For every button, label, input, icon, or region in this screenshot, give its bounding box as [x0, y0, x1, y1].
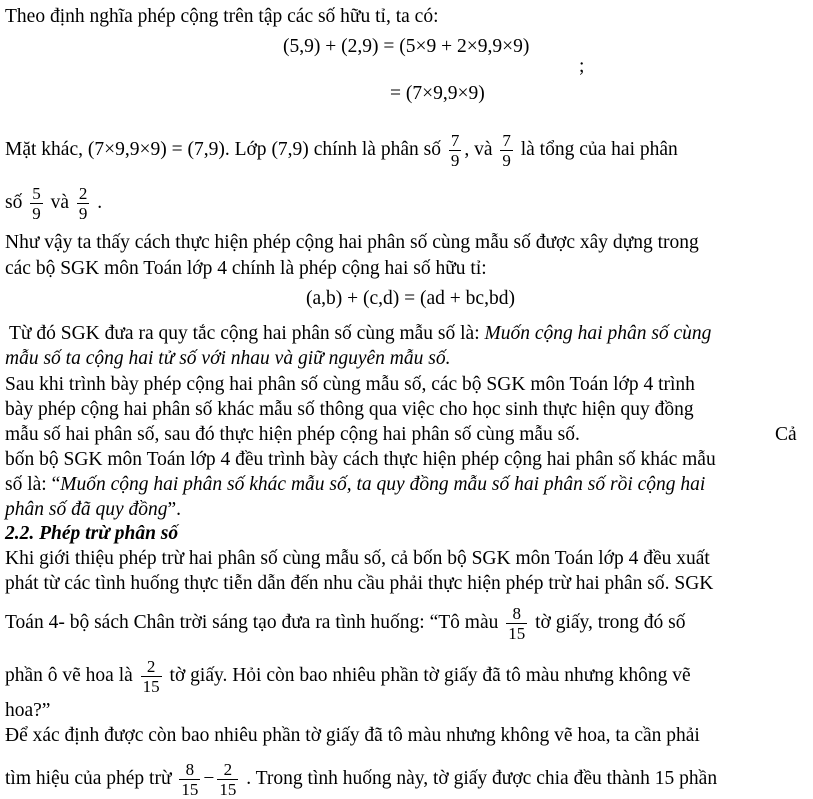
text: tờ giấy, trong đó số: [535, 611, 686, 633]
paragraph-line: [5, 547, 805, 571]
text: . Trong tình huống này, tờ giấy được chia đều thành 15 phần: [246, 767, 718, 789]
paragraph-line: [5, 473, 805, 497]
italic-text: Muốn cộng hai phân số khác mẫu số, ta quy đồng mẫu số hai phân số rồi cộng hai: [60, 474, 706, 495]
paragraph-line: [5, 572, 805, 596]
text: Để xác định được còn bao nhiêu phần tờ giấy đã tô màu nhưng không vẽ hoa, ta cần phải: [5, 725, 700, 746]
text: bốn bộ SGK môn Toán lớp 4 đều trình bày cách thực hiện phép cộng hai phân số khác mẫu: [5, 449, 716, 470]
text: tìm hiệu của phép trừ: [5, 767, 172, 789]
paragraph-line: [5, 373, 805, 397]
equation-line: [390, 82, 590, 106]
paragraph-line: [5, 760, 805, 799]
section-heading: [5, 522, 805, 546]
paragraph-line: [5, 604, 805, 643]
paragraph-line: [5, 498, 805, 522]
italic-text: Muốn cộng hai phân số cùng: [484, 323, 712, 344]
fraction: $\frac{7}{9}$: [450, 131, 460, 170]
equation: (a,b) + (c,d) = (ad + bc,bd): [306, 288, 515, 309]
text: chính là phân số: [313, 138, 441, 160]
equation-line: [306, 287, 566, 311]
text: Sau khi trình bày phép cộng hai phân số cùng mẫu số, các bộ SGK môn Toán lớp 4 trình: [5, 374, 695, 395]
fraction: $\frac{2}{15}$: [142, 657, 160, 696]
text: Từ đó SGK đưa ra quy tắc cộng hai phân số cùng mẫu số là:: [9, 323, 480, 344]
text: tờ giấy. Hỏi còn bao nhiêu phần tờ giấy đã tô màu nhưng không vẽ: [169, 664, 691, 686]
italic-text: mẫu số ta cộng hai tử số với nhau và giữ nguyên mẫu số.: [5, 348, 451, 369]
text: ”.: [167, 499, 182, 520]
paragraph-line: [5, 184, 805, 223]
text: Theo định nghĩa phép cộng trên tập các số hữu tỉ, ta có:: [5, 6, 439, 27]
paragraph-line: [5, 347, 805, 371]
text: số là: “: [5, 474, 61, 495]
paragraph-line: [5, 448, 805, 472]
paragraph-line: [5, 724, 805, 748]
text: là tổng của hai phân: [520, 138, 678, 160]
text: hoa?”: [5, 700, 51, 721]
fraction: $\frac{7}{9}$: [502, 131, 511, 170]
equation: (7,9): [271, 138, 309, 160]
paragraph-line: [5, 657, 805, 696]
paragraph-line: [5, 131, 805, 170]
text: .: [97, 191, 103, 213]
fraction: $\frac{2}{9}$: [78, 184, 88, 223]
text: Như vậy ta thấy cách thực hiện phép cộng hai phân số cùng mẫu số được xây dựng trong: [5, 232, 699, 253]
minus-sign: −: [203, 767, 215, 789]
equation: = (7×9,9×9): [390, 83, 485, 104]
paragraph-line: [9, 322, 805, 346]
semicolon: ;: [579, 56, 585, 77]
paragraph-line: [5, 231, 805, 255]
equation-line: [283, 35, 603, 77]
text: số: [5, 191, 23, 213]
text: Khi giới thiệu phép trừ hai phân số cùng mẫu số, cả bốn bộ SGK môn Toán lớp 4 đều xuất: [5, 548, 710, 569]
text: phát từ các tình huống thực tiễn dẫn đến nhu cầu phải thực hiện phép trừ hai phân số. SGK: [5, 573, 714, 594]
fraction: $\frac{2}{15}$: [219, 760, 237, 799]
text: Mặt khác,: [5, 138, 83, 160]
paragraph-line: [5, 398, 805, 422]
paragraph-line: [5, 257, 805, 281]
text: phần ô vẽ hoa là: [5, 664, 133, 686]
heading-text: 2.2. Phép trừ phân số: [5, 523, 179, 544]
text: mẫu số hai phân số, sau đó thực hiện phép cộng hai phân số cùng mẫu số.: [5, 424, 580, 445]
text: các bộ SGK môn Toán lớp 4 chính là phép cộng hai số hữu tỉ:: [5, 258, 487, 279]
text: Cả: [775, 424, 797, 445]
paragraph-line: [5, 423, 805, 447]
paragraph-line: [5, 699, 805, 723]
paragraph-line: [5, 5, 805, 29]
fraction: $\frac{5}{9}$: [32, 184, 41, 223]
fraction: $\frac{8}{15}$: [181, 760, 199, 799]
equation: (7×9,9×9) = (7,9): [87, 138, 225, 160]
italic-text: phân số đã quy đồng: [5, 499, 168, 520]
equation: (5,9) + (2,9) = (5×9 + 2×9,9×9): [283, 36, 530, 57]
text: Toán 4- bộ sách Chân trời sáng tạo đưa ra tình huống: “Tô màu: [5, 611, 499, 633]
text: bày phép cộng hai phân số khác mẫu số thông qua việc cho học sinh thực hiện quy đồng: [5, 399, 694, 420]
text: . Lớp: [224, 138, 267, 160]
text: , và: [464, 138, 493, 160]
fraction: $\frac{8}{15}$: [508, 604, 526, 643]
text: và: [50, 191, 69, 213]
